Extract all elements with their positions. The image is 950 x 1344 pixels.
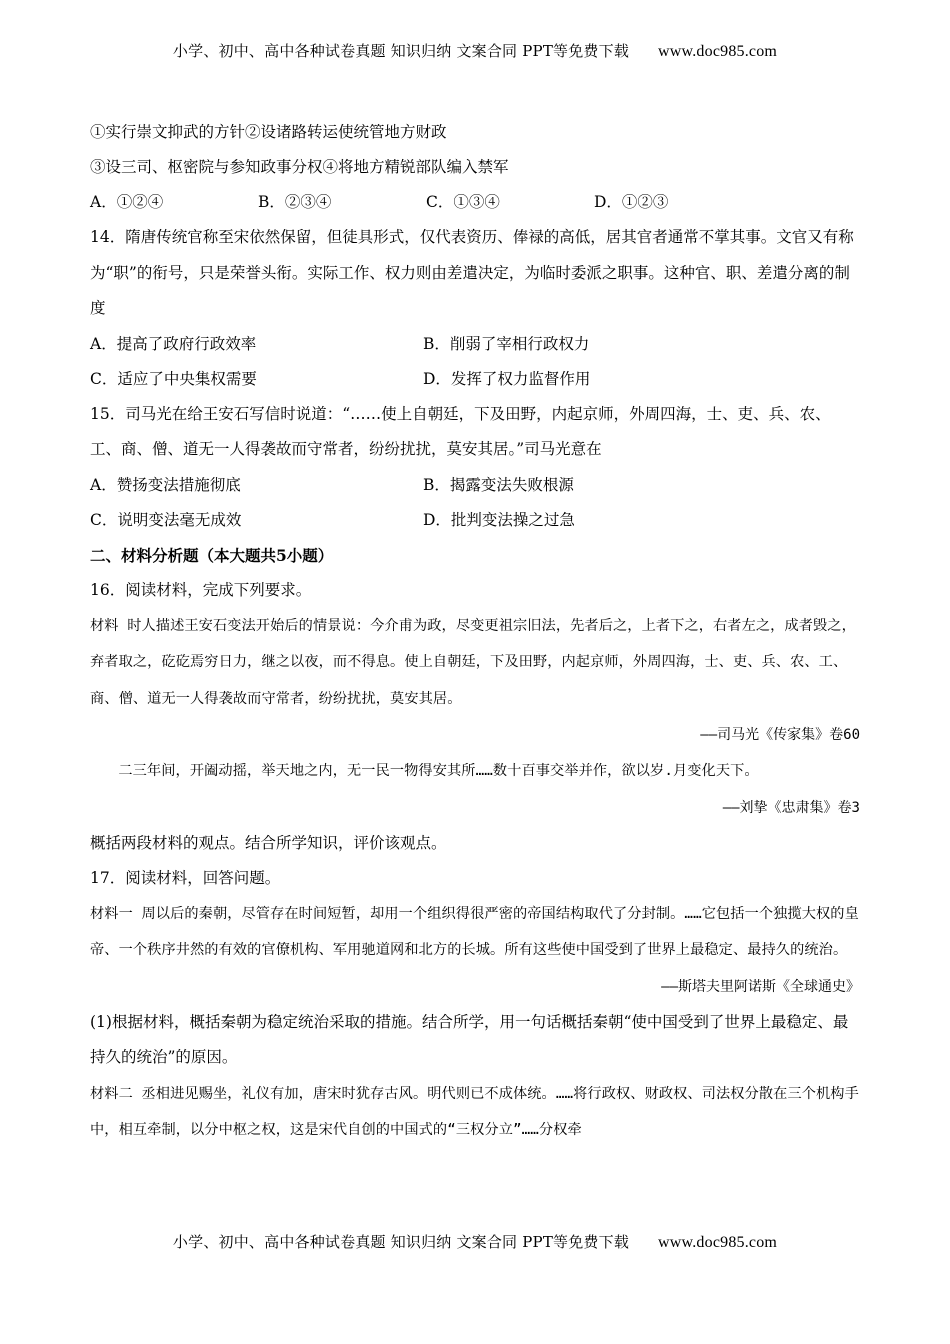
q14-options-row2	[90, 362, 860, 397]
document-body	[90, 115, 860, 1149]
q17-intro: 17．阅读材料，回答问题。	[90, 868, 281, 887]
section-title: 二、材料分析题（本大题共5小题）	[90, 545, 334, 565]
q16-intro: 16．阅读材料，完成下列要求。	[90, 580, 312, 599]
footer-url[interactable]: www.doc985.com	[658, 1234, 778, 1251]
q15-stem: 15．司马光在给王安石写信时说道：“……使上自朝廷，下及田野，内起京师，外周四海，士、吏、兵、农、工、商、僧、道无一人得袭故而守常者，纷纷扰扰，莫安其居。”司马光意在	[90, 404, 831, 458]
q14-option-a: A．提高了政府行政效率	[90, 334, 257, 353]
q16-material2: 二三年间，开阖动摇，举天地之内，无一民一物得安其所……数十百事交举并作，欲以岁.月变化天下。	[118, 763, 759, 779]
header-url[interactable]: www.doc985.com	[658, 43, 778, 60]
q16-question: 概括两段材料的观点。结合所学知识，评价该观点。	[90, 833, 447, 852]
q13-line1: ①实行崇文抑武的方针②设诸路转运使统管地方财政	[90, 123, 447, 141]
q15-option-c: C．说明变法毫无成效	[90, 510, 242, 529]
q14-option-d: D．发挥了权力监督作用	[423, 369, 591, 388]
q15-option-a: A．赞扬变法措施彻底	[90, 475, 241, 494]
q15-option-b: B．揭露变法失败根源	[423, 475, 574, 494]
q15-options-row1	[90, 468, 860, 503]
page-header	[0, 40, 950, 61]
q17-material2: 材料二 丞相进见赐坐，礼仪有加，唐宋时犹存古风。明代则已不成体统。……将行政权、财政权、司法权分散在三个机构手中，相互牵制，以分中枢之权，这是宋代自创的中国式的“三权分立”……分权牵	[90, 1085, 859, 1138]
q14-option-c: C．适应了中央集权需要	[90, 369, 257, 388]
q13-line2: ③设三司、枢密院与参知政事分权④将地方精锐部队编入禁军	[90, 158, 509, 176]
q13-option-c: C．①③④	[426, 193, 500, 211]
q13-option-b: B．②③④	[258, 193, 332, 211]
q17-question1: (1)根据材料，概括秦朝为稳定统治采取的措施。结合所学，用一句话概括秦朝“使中国受到了世界上最稳定、最持久的统治”的原因。	[90, 1012, 849, 1066]
q14-options-row1	[90, 327, 860, 362]
footer-text: 小学、初中、高中各种试卷真题 知识归纳 文案合同 PPT等免费下载	[172, 1233, 630, 1251]
header-text: 小学、初中、高中各种试卷真题 知识归纳 文案合同 PPT等免费下载	[172, 42, 630, 60]
q16-source2: ——刘挚《忠肃集》卷3	[722, 799, 860, 816]
q14-stem: 14．隋唐传统官称至宋依然保留，但徒具形式，仅代表资历、俸禄的高低，居其官者通常不掌其事。文官又有称为“职”的衔号，只是荣誉头衔。实际工作、权力则由差遣决定，为临时委派之职事。这种官、职、差遣分离的制度	[90, 228, 854, 317]
q17-source1: ——斯塔夫里阿诺斯《全球通史》	[661, 978, 860, 995]
q16-material1: 材料 时人描述王安石变法开始后的情景说：今介甫为政，尽变更祖宗旧法，先者后之，上者下之，右者左之，成者毁之，弃者取之，矻矻焉穷日力，继之以夜，而不得息。使上自朝廷，下及田野，内起京师，外周四海，士、吏、兵、农、工、商、僧、道无一人得袭故而守常者，纷纷扰扰，莫安其居。	[90, 617, 856, 707]
q15-option-d: D．批判变法操之过急	[423, 510, 575, 529]
page-footer	[0, 1231, 950, 1252]
q17-material1: 材料一 周以后的秦朝，尽管存在时间短暂，却用一个组织得很严密的帝国结构取代了分封制。……它包括一个独揽大权的皇帝、一个秩序井然的有效的官僚机构、军用驰道网和北方的长城。所有这些使中国受到了世界上最稳定、最持久的统治。	[90, 905, 859, 958]
q13-option-d: D．①②③	[594, 193, 669, 211]
q16-source1: ——司马光《传家集》卷60	[700, 727, 860, 743]
q15-options-row2	[90, 503, 860, 538]
q14-option-b: B．削弱了宰相行政权力	[423, 334, 590, 353]
q13-option-a: A．①②④	[90, 193, 164, 211]
q13-options	[90, 185, 860, 220]
